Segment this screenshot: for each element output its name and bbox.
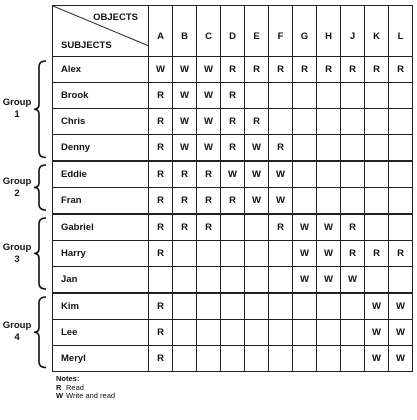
permission-cell	[341, 320, 365, 346]
table-row	[53, 135, 413, 162]
subject-name: Fran	[53, 188, 149, 215]
subject-name: Kim	[53, 293, 149, 320]
permission-cell	[389, 161, 413, 188]
permission-cell	[365, 109, 389, 135]
permission-cell: R	[149, 320, 173, 346]
permission-cell	[293, 135, 317, 162]
table-row	[53, 241, 413, 267]
permission-cell: W	[389, 293, 413, 320]
permission-cell	[197, 241, 221, 267]
permission-cell	[269, 83, 293, 109]
note-key: R	[56, 382, 62, 392]
permission-cell	[389, 267, 413, 294]
table-row	[53, 161, 413, 188]
permission-cell	[269, 241, 293, 267]
permission-cell: R	[221, 57, 245, 83]
table-row	[53, 214, 413, 241]
permission-cell: W	[317, 214, 341, 241]
permission-cell: R	[389, 241, 413, 267]
permission-cell: R	[245, 109, 269, 135]
header-row	[53, 6, 413, 57]
permission-cell: R	[269, 214, 293, 241]
permission-cell	[221, 214, 245, 241]
permission-cell	[365, 188, 389, 215]
notes-title: Notes:	[56, 374, 80, 383]
permission-cell: R	[149, 188, 173, 215]
permission-cell: R	[149, 346, 173, 372]
permission-cell	[341, 188, 365, 215]
permission-cell: R	[341, 214, 365, 241]
subjects-axis-label: SUBJECTS	[61, 40, 112, 51]
permission-cell	[293, 188, 317, 215]
table-row	[53, 293, 413, 320]
permission-cell	[221, 346, 245, 372]
subject-name: Eddie	[53, 161, 149, 188]
permission-cell	[245, 346, 269, 372]
permission-cell: R	[149, 83, 173, 109]
permission-cell	[173, 320, 197, 346]
permission-cell: W	[389, 346, 413, 372]
permission-cell	[341, 161, 365, 188]
permission-cell: R	[173, 161, 197, 188]
group-brace	[33, 217, 47, 290]
permission-cell	[365, 214, 389, 241]
permission-cell	[341, 83, 365, 109]
permission-cell	[317, 161, 341, 188]
permission-cell: W	[197, 135, 221, 162]
permission-cell	[341, 109, 365, 135]
group-brace	[33, 164, 47, 211]
permission-cell: R	[149, 214, 173, 241]
subject-name: Alex	[53, 57, 149, 83]
group-label: Group 3	[2, 241, 32, 265]
permission-cell	[293, 83, 317, 109]
column-header-d: D	[221, 6, 245, 57]
permission-cell	[317, 293, 341, 320]
table-row	[53, 267, 413, 294]
permission-cell	[389, 135, 413, 162]
permission-cell	[221, 320, 245, 346]
permission-cell: R	[221, 109, 245, 135]
permission-cell	[269, 320, 293, 346]
permission-cell: R	[197, 188, 221, 215]
permission-cell	[317, 188, 341, 215]
permission-cell	[245, 214, 269, 241]
subject-name: Gabriel	[53, 214, 149, 241]
column-header-c: C	[197, 6, 221, 57]
permission-cell	[317, 135, 341, 162]
table-row	[53, 83, 413, 109]
permission-cell	[245, 83, 269, 109]
column-header-k: K	[365, 6, 389, 57]
permission-cell	[197, 346, 221, 372]
permission-cell: R	[245, 57, 269, 83]
permission-cell: W	[197, 83, 221, 109]
column-header-l: L	[389, 6, 413, 57]
permission-cell: W	[293, 267, 317, 294]
permission-cell: R	[269, 57, 293, 83]
permission-cell	[245, 293, 269, 320]
permission-cell	[221, 293, 245, 320]
permission-cell	[365, 267, 389, 294]
permission-cell	[389, 83, 413, 109]
permission-cell: W	[245, 135, 269, 162]
permission-cell	[173, 267, 197, 294]
permission-cell: W	[173, 109, 197, 135]
subject-name: Jan	[53, 267, 149, 294]
group-label: Group 1	[2, 96, 32, 120]
group-label: Group 2	[2, 175, 32, 199]
table-row	[53, 109, 413, 135]
permission-cell	[389, 188, 413, 215]
permission-cell: R	[389, 57, 413, 83]
permission-cell: R	[149, 161, 173, 188]
permission-cell	[293, 109, 317, 135]
permission-cell: W	[173, 135, 197, 162]
permission-cell: R	[173, 214, 197, 241]
permission-cell	[245, 267, 269, 294]
permission-cell: W	[365, 293, 389, 320]
permission-cell	[317, 346, 341, 372]
column-header-e: E	[245, 6, 269, 57]
column-header-b: B	[173, 6, 197, 57]
permission-cell	[365, 161, 389, 188]
permission-cell: W	[173, 83, 197, 109]
permission-cell	[173, 346, 197, 372]
permission-cell: W	[293, 241, 317, 267]
permission-cell: R	[341, 57, 365, 83]
permission-cell	[197, 320, 221, 346]
corner-header-cell	[53, 6, 149, 57]
permission-cell	[293, 161, 317, 188]
permission-cell: W	[245, 161, 269, 188]
permission-cell	[317, 109, 341, 135]
permission-cell: R	[293, 57, 317, 83]
table-row	[53, 188, 413, 215]
permission-cell	[341, 135, 365, 162]
subject-name: Denny	[53, 135, 149, 162]
table-row	[53, 346, 413, 372]
permission-cell: W	[269, 161, 293, 188]
note-text: Write and read	[66, 391, 116, 400]
permission-cell	[293, 346, 317, 372]
permission-cell: R	[317, 57, 341, 83]
subject-name: Chris	[53, 109, 149, 135]
permission-cell: W	[221, 161, 245, 188]
permission-cell	[173, 293, 197, 320]
table-row	[53, 57, 413, 83]
permission-cell: W	[317, 241, 341, 267]
permission-cell: W	[197, 109, 221, 135]
permission-cell	[269, 346, 293, 372]
column-header-a: A	[149, 6, 173, 57]
permission-cell: R	[221, 83, 245, 109]
permission-cell: R	[365, 57, 389, 83]
permission-cell	[365, 83, 389, 109]
permission-cell	[317, 320, 341, 346]
permission-cell	[389, 109, 413, 135]
permission-cell: R	[221, 188, 245, 215]
permission-cell	[197, 293, 221, 320]
permission-cell	[245, 320, 269, 346]
permission-cell	[221, 241, 245, 267]
permission-cell: R	[173, 188, 197, 215]
permission-cell: W	[389, 320, 413, 346]
permission-cell	[317, 83, 341, 109]
objects-axis-label: OBJECTS	[93, 12, 138, 23]
permission-cell: W	[365, 346, 389, 372]
permission-cell: W	[245, 188, 269, 215]
permission-cell: R	[365, 241, 389, 267]
table-row	[53, 320, 413, 346]
column-header-h: H	[317, 6, 341, 57]
permission-cell: W	[149, 57, 173, 83]
permission-cell: R	[269, 135, 293, 162]
permission-cell	[269, 293, 293, 320]
permission-cell	[341, 293, 365, 320]
permission-cell	[293, 293, 317, 320]
column-header-g: G	[293, 6, 317, 57]
note-text: Read	[66, 382, 84, 392]
permission-cell: R	[197, 214, 221, 241]
permission-cell: R	[149, 109, 173, 135]
permission-cell: R	[149, 135, 173, 162]
permission-cell	[293, 320, 317, 346]
permission-cell: W	[269, 188, 293, 215]
access-matrix-table	[52, 5, 413, 372]
permission-cell	[245, 241, 269, 267]
group-brace	[33, 60, 47, 159]
column-header-f: F	[269, 6, 293, 57]
permission-cell: R	[221, 135, 245, 162]
subject-name: Brook	[53, 83, 149, 109]
group-label: Group 4	[2, 320, 32, 344]
subject-name: Meryl	[53, 346, 149, 372]
permission-cell	[221, 267, 245, 294]
permission-cell: R	[341, 241, 365, 267]
subject-name: Lee	[53, 320, 149, 346]
permission-cell: R	[197, 161, 221, 188]
permission-cell	[149, 267, 173, 294]
permission-cell: W	[365, 320, 389, 346]
permission-cell	[389, 214, 413, 241]
permission-cell	[269, 267, 293, 294]
note-key: W	[56, 391, 64, 400]
permission-cell: R	[149, 241, 173, 267]
group-brace	[33, 296, 47, 369]
subject-name: Harry	[53, 241, 149, 267]
notes-section	[56, 375, 115, 401]
permission-cell	[197, 267, 221, 294]
permission-cell	[365, 135, 389, 162]
permission-cell: W	[197, 57, 221, 83]
permission-cell: W	[341, 267, 365, 294]
note-item	[56, 392, 115, 401]
permission-cell	[341, 346, 365, 372]
permission-cell: W	[317, 267, 341, 294]
permission-cell: W	[293, 214, 317, 241]
permission-cell	[269, 109, 293, 135]
permission-cell	[173, 241, 197, 267]
permission-cell: R	[149, 293, 173, 320]
permission-cell: W	[173, 57, 197, 83]
column-header-j: J	[341, 6, 365, 57]
